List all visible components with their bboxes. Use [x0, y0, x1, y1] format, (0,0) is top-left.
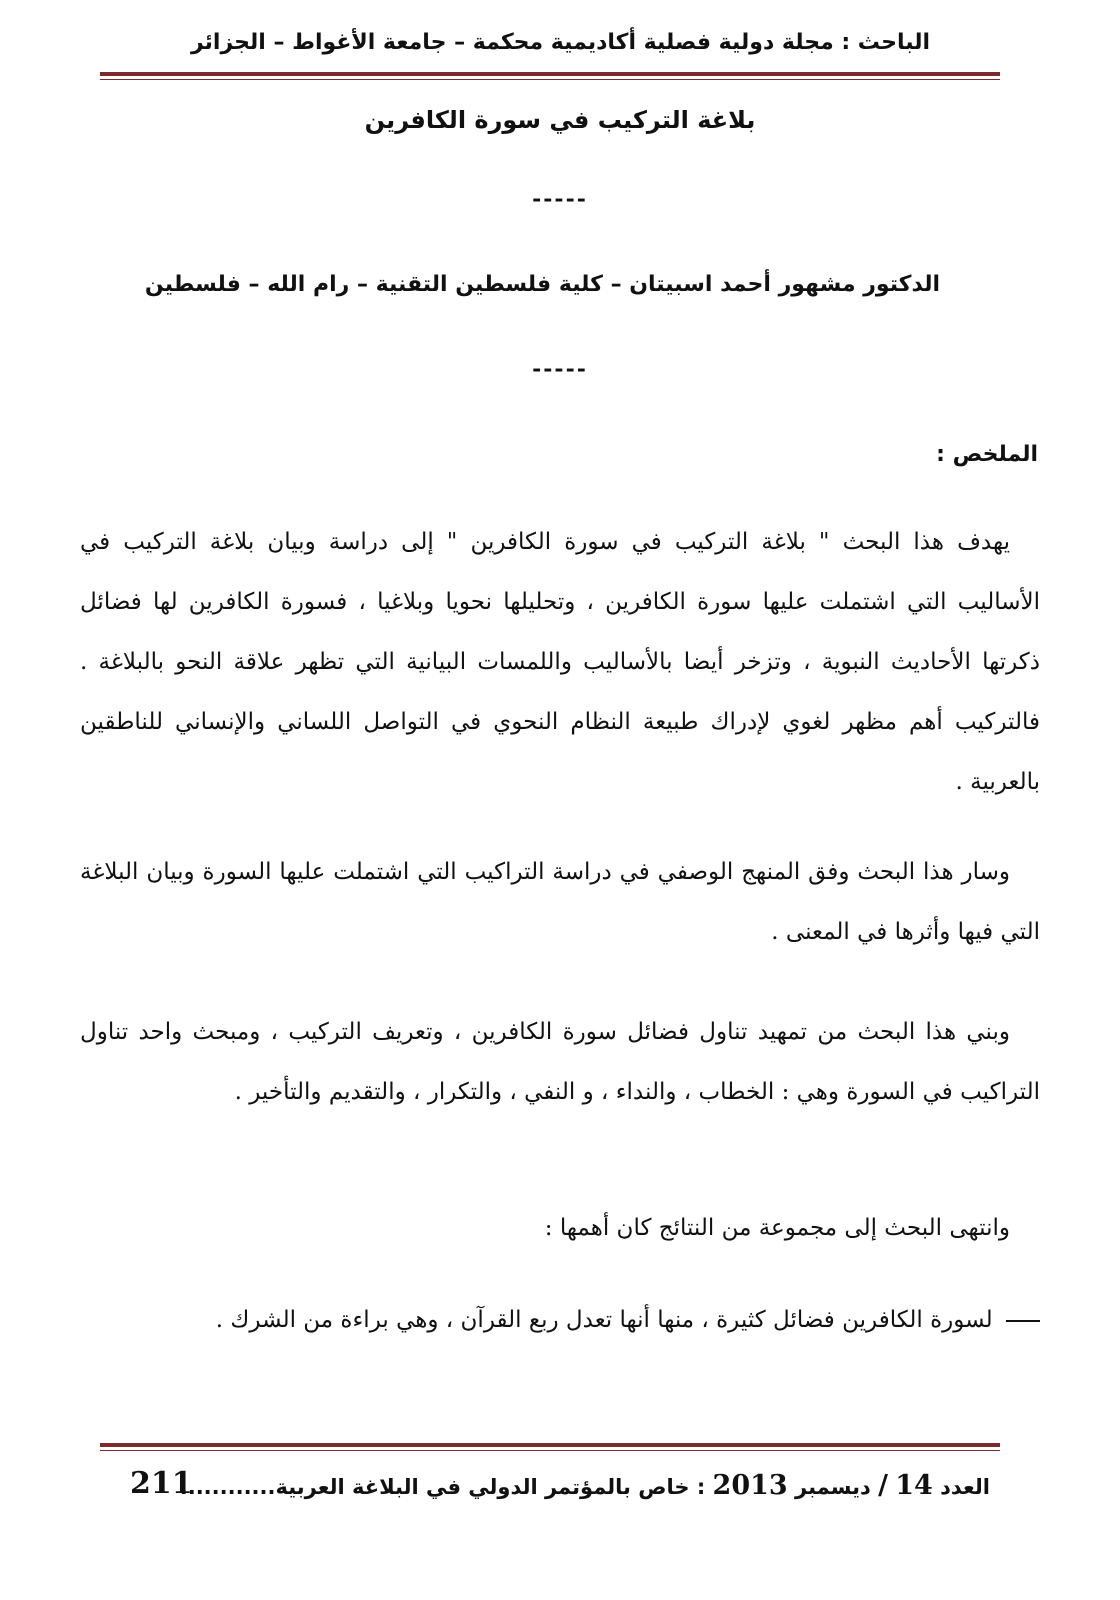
issue-month: ديسمبر: [795, 1475, 871, 1499]
page-footer: [130, 1466, 990, 1506]
issue-year: 2013: [712, 1470, 788, 1501]
separator-top: -----: [532, 186, 588, 212]
issue-special: : خاص بالمؤتمر الدولي في البلاغة العربية............: [179, 1475, 706, 1499]
abstract-paragraph: يهدف هذا البحث " بلاغة التركيب في سورة الكافرين " إلى دراسة وبيان بلاغة التركيب في الأساليب التي اشتملت عليها سورة الكافرين ، وتحليلها نحويا وبلاغيا ، فسورة الكافرين لها فضائل ذكرتها الأحاديث النبوية ، وتزخر أيضا بالأساليب واللمسات البيانية التي تظهر علاقة النحو بالبلاغة . فالتركيب أهم مظهر لغوي لإدراك طبيعة النظام النحوي في التواصل اللساني والإنساني للناطقين بالعربية .: [80, 529, 1040, 795]
author-line: الدكتور مشهور أحمد اسبيتان – كلية فلسطين التقنية – رام الله – فلسطين: [144, 272, 940, 297]
result-bullet-text: لسورة الكافرين فضائل كثيرة ، منها أنها تعدل ربع القرآن ، وهي براءة من الشرك .: [215, 1307, 993, 1333]
article-title: بلاغة التركيب في سورة الكافرين: [364, 106, 756, 134]
abstract-heading: الملخص :: [936, 442, 1038, 467]
page-number: 211: [130, 1466, 193, 1501]
header-rule: [100, 72, 1000, 80]
footer-rule: [100, 1443, 1000, 1451]
bullet-dash: [1006, 1320, 1040, 1322]
issue-slash: /: [878, 1470, 888, 1501]
footer-citation: [180, 1470, 990, 1501]
abstract-paragraph: وسار هذا البحث وفق المنهج الوصفي في دراسة التراكيب التي اشتملت عليها السورة وبيان البلاغة التي فيها وأثرها في المعنى .: [80, 859, 1040, 945]
separator-bottom: -----: [532, 356, 588, 382]
issue-number: 14: [895, 1470, 933, 1501]
abstract-paragraph: وبني هذا البحث من تمهيد تناول فضائل سورة الكافرين ، وتعريف التركيب ، ومبحث واحد تناول التراكيب في السورة وهي : الخطاب ، والنداء ، و النفي ، والتكرار ، والتقديم والتأخير .: [80, 1019, 1040, 1105]
result-bullet: [80, 1290, 1040, 1350]
issue-label: العدد: [940, 1475, 990, 1499]
abstract-paragraph: وانتهى البحث إلى مجموعة من النتائج كان أهمها :: [544, 1215, 1010, 1241]
running-head: الباحث : مجلة دولية فصلية أكاديمية محكمة – جامعة الأغواط – الجزائر: [190, 30, 930, 55]
